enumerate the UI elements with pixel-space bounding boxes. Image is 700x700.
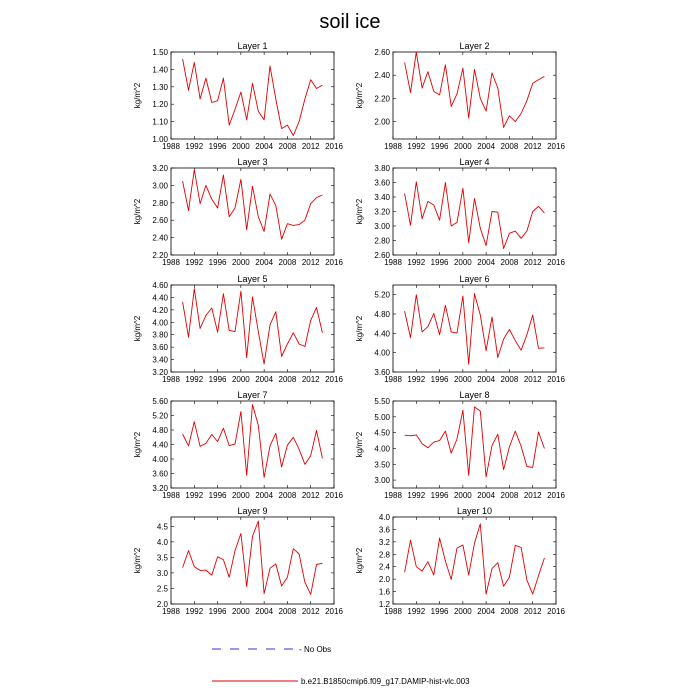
plot-frame xyxy=(171,168,334,255)
x-tick-label: 1988 xyxy=(162,142,180,151)
y-tick-label: 3.00 xyxy=(374,476,390,486)
panel-layer-6 xyxy=(355,274,565,384)
y-tick-label: 3.20 xyxy=(152,368,168,377)
x-tick-label: 2000 xyxy=(453,491,472,500)
panel-layer-7 xyxy=(133,390,343,500)
y-tick-label: 1.2 xyxy=(378,600,390,609)
y-tick-label: 3.60 xyxy=(374,178,390,188)
panel-layer-3 xyxy=(133,157,343,267)
y-tick-label: 3.20 xyxy=(152,164,168,173)
y-tick-label: 4.20 xyxy=(152,305,168,315)
x-tick-label: 1996 xyxy=(208,258,227,267)
x-tick-label: 1992 xyxy=(185,142,204,151)
x-tick-label: 2016 xyxy=(325,142,343,151)
y-tick-label: 4.40 xyxy=(152,293,168,303)
y-axis-label: kg/m^2 xyxy=(133,315,142,342)
x-tick-label: 1988 xyxy=(384,607,402,616)
x-tick-label: 1992 xyxy=(185,375,204,384)
x-tick-label: 2004 xyxy=(477,142,496,151)
y-tick-label: 4.60 xyxy=(152,281,168,290)
x-tick-label: 2004 xyxy=(477,607,496,616)
y-axis-label: kg/m^2 xyxy=(355,315,364,342)
plot-frame xyxy=(393,52,556,139)
x-tick-label: 2012 xyxy=(301,491,320,500)
y-tick-label: 2.8 xyxy=(378,550,390,560)
y-tick-label: 5.60 xyxy=(152,397,168,406)
x-tick-label: 2004 xyxy=(255,491,274,500)
y-axis-label: kg/m^2 xyxy=(355,547,364,574)
x-tick-label: 1992 xyxy=(407,491,426,500)
x-tick-label: 2008 xyxy=(278,258,297,267)
legend-no-obs-dash: - xyxy=(299,645,302,654)
y-tick-label: 4.0 xyxy=(156,537,168,547)
y-tick-label: 3.20 xyxy=(152,484,168,493)
x-tick-label: 1996 xyxy=(430,142,449,151)
x-tick-label: 2000 xyxy=(231,375,250,384)
x-tick-label: 2012 xyxy=(523,607,542,616)
x-tick-label: 1996 xyxy=(208,491,227,500)
legend xyxy=(212,645,470,686)
y-tick-label: 3.80 xyxy=(152,330,168,340)
y-tick-label: 5.20 xyxy=(374,290,390,300)
y-tick-label: 2.60 xyxy=(152,216,168,226)
x-tick-label: 2016 xyxy=(547,375,565,384)
x-tick-label: 1988 xyxy=(384,258,402,267)
x-tick-label: 1988 xyxy=(162,375,180,384)
x-tick-label: 2004 xyxy=(255,607,274,616)
series-line xyxy=(183,405,323,478)
y-tick-label: 2.00 xyxy=(374,117,390,127)
series-line xyxy=(405,182,545,249)
y-tick-label: 1.40 xyxy=(152,65,168,75)
x-tick-label: 2012 xyxy=(523,491,542,500)
panel-layer-4 xyxy=(355,157,565,267)
x-tick-label: 2016 xyxy=(325,375,343,384)
x-tick-label: 2016 xyxy=(547,258,565,267)
panels-group xyxy=(133,41,565,616)
y-tick-label: 4.40 xyxy=(152,440,168,450)
x-tick-label: 1996 xyxy=(430,258,449,267)
x-tick-label: 2004 xyxy=(255,375,274,384)
series-line xyxy=(183,59,323,136)
x-tick-label: 1992 xyxy=(407,142,426,151)
y-tick-label: 3.00 xyxy=(152,181,168,191)
y-tick-label: 2.60 xyxy=(374,48,390,57)
x-tick-label: 1996 xyxy=(208,142,227,151)
x-tick-label: 2000 xyxy=(453,142,472,151)
x-tick-label: 1996 xyxy=(430,607,449,616)
plot-frame xyxy=(393,401,556,488)
panel-layer-1 xyxy=(133,41,343,151)
y-tick-label: 3.60 xyxy=(152,469,168,479)
x-tick-label: 1992 xyxy=(185,491,204,500)
y-tick-label: 1.50 xyxy=(152,48,168,57)
x-tick-label: 2012 xyxy=(523,142,542,151)
x-tick-label: 2016 xyxy=(547,607,565,616)
x-tick-label: 2000 xyxy=(231,142,250,151)
y-axis-label: kg/m^2 xyxy=(133,82,142,109)
x-tick-label: 2012 xyxy=(301,258,320,267)
panel-title: Layer 4 xyxy=(459,157,490,167)
x-tick-label: 1992 xyxy=(185,258,204,267)
x-tick-label: 1992 xyxy=(407,375,426,384)
plot-frame xyxy=(171,52,334,139)
y-tick-label: 4.00 xyxy=(374,444,390,454)
x-tick-label: 2008 xyxy=(278,375,297,384)
x-tick-label: 2012 xyxy=(301,607,320,616)
y-tick-label: 2.80 xyxy=(374,236,390,246)
y-tick-label: 3.40 xyxy=(374,193,390,202)
x-tick-label: 2004 xyxy=(477,491,496,500)
x-tick-label: 2016 xyxy=(325,491,343,500)
x-tick-label: 1996 xyxy=(430,491,449,500)
y-tick-label: 3.00 xyxy=(374,222,390,231)
panel-title: Layer 7 xyxy=(237,390,268,400)
series-line xyxy=(405,52,545,127)
panel-layer-9 xyxy=(133,506,343,616)
x-tick-label: 2004 xyxy=(255,142,274,151)
y-axis-label: kg/m^2 xyxy=(133,431,142,458)
x-tick-label: 2008 xyxy=(278,491,297,500)
x-tick-label: 2008 xyxy=(500,375,519,384)
y-tick-label: 3.60 xyxy=(374,368,390,377)
x-tick-label: 1988 xyxy=(162,607,180,616)
y-tick-label: 2.80 xyxy=(152,198,168,208)
x-tick-label: 2012 xyxy=(301,375,320,384)
plot-frame xyxy=(171,401,334,488)
y-tick-label: 2.20 xyxy=(152,251,168,260)
panel-title: Layer 6 xyxy=(459,274,490,284)
y-axis-label: kg/m^2 xyxy=(355,198,364,225)
y-tick-label: 4.50 xyxy=(374,428,390,438)
x-tick-label: 2008 xyxy=(500,607,519,616)
series-line xyxy=(405,407,545,477)
panel-layer-8 xyxy=(355,390,565,500)
y-tick-label: 2.4 xyxy=(378,562,390,572)
x-tick-label: 2000 xyxy=(453,375,472,384)
series-line xyxy=(183,521,323,594)
y-tick-label: 1.20 xyxy=(152,100,168,110)
panel-layer-5 xyxy=(133,274,343,384)
x-tick-label: 2012 xyxy=(523,258,542,267)
y-tick-label: 2.40 xyxy=(374,71,390,81)
x-tick-label: 1988 xyxy=(384,142,402,151)
panel-title: Layer 9 xyxy=(237,506,268,516)
x-tick-label: 2008 xyxy=(278,142,297,151)
x-tick-label: 2016 xyxy=(547,142,565,151)
panel-title: Layer 3 xyxy=(237,157,268,167)
x-tick-label: 2008 xyxy=(500,258,519,267)
y-tick-label: 4.00 xyxy=(374,348,390,358)
series-line xyxy=(405,524,545,594)
y-tick-label: 2.60 xyxy=(374,251,390,260)
y-axis-label: kg/m^2 xyxy=(133,547,142,574)
x-tick-label: 2000 xyxy=(453,607,472,616)
x-tick-label: 2000 xyxy=(231,258,250,267)
x-tick-label: 1992 xyxy=(407,258,426,267)
panel-layer-10 xyxy=(355,506,565,616)
y-tick-label: 3.40 xyxy=(152,355,168,365)
y-tick-label: 4.80 xyxy=(152,426,168,435)
panel-title: Layer 5 xyxy=(237,274,268,284)
y-tick-label: 4.00 xyxy=(152,455,168,464)
y-tick-label: 3.60 xyxy=(152,343,168,353)
y-axis-label: kg/m^2 xyxy=(355,82,364,109)
x-tick-label: 1988 xyxy=(162,491,180,500)
panel-title: Layer 1 xyxy=(237,41,268,51)
y-tick-label: 3.5 xyxy=(156,553,168,563)
y-tick-label: 3.0 xyxy=(156,568,168,578)
x-tick-label: 2008 xyxy=(278,607,297,616)
y-tick-label: 5.00 xyxy=(374,412,390,422)
figure-title: soil ice xyxy=(319,11,381,33)
y-tick-label: 3.20 xyxy=(374,207,390,217)
x-tick-label: 2016 xyxy=(325,607,343,616)
y-tick-label: 3.2 xyxy=(378,537,390,547)
x-tick-label: 1996 xyxy=(208,607,227,616)
plot-frame xyxy=(393,168,556,255)
y-tick-label: 1.6 xyxy=(378,587,390,597)
y-tick-label: 4.40 xyxy=(374,329,390,339)
series-line xyxy=(183,289,323,364)
legend-model-label: b.e21.B1850cmip6.f09_g17.DAMIP-hist-vlc.003 xyxy=(301,677,470,686)
y-tick-label: 5.50 xyxy=(374,397,390,406)
y-tick-label: 4.80 xyxy=(374,310,390,319)
series-line xyxy=(405,294,545,365)
y-tick-label: 3.6 xyxy=(378,525,390,535)
y-tick-label: 1.10 xyxy=(152,117,168,127)
y-tick-label: 4.0 xyxy=(378,513,390,522)
x-tick-label: 1996 xyxy=(430,375,449,384)
x-tick-label: 1996 xyxy=(208,375,227,384)
x-tick-label: 2012 xyxy=(301,142,320,151)
y-tick-label: 2.5 xyxy=(156,584,168,594)
x-tick-label: 2008 xyxy=(500,142,519,151)
y-tick-label: 2.20 xyxy=(374,94,390,104)
x-tick-label: 1992 xyxy=(185,607,204,616)
y-tick-label: 3.50 xyxy=(374,460,390,470)
y-tick-label: 5.20 xyxy=(152,411,168,421)
series-line xyxy=(183,170,323,240)
plot-frame xyxy=(171,517,334,604)
x-tick-label: 2000 xyxy=(231,607,250,616)
x-tick-label: 1988 xyxy=(384,491,402,500)
x-tick-label: 2004 xyxy=(477,258,496,267)
x-tick-label: 2000 xyxy=(231,491,250,500)
x-tick-label: 2000 xyxy=(453,258,472,267)
y-tick-label: 3.80 xyxy=(374,164,390,173)
x-tick-label: 1992 xyxy=(407,607,426,616)
panel-title: Layer 8 xyxy=(459,390,490,400)
y-tick-label: 4.5 xyxy=(156,522,168,532)
y-tick-label: 2.0 xyxy=(156,600,168,609)
panel-layer-2 xyxy=(355,41,565,151)
y-axis-label: kg/m^2 xyxy=(355,431,364,458)
x-tick-label: 2016 xyxy=(547,491,565,500)
panel-title: Layer 10 xyxy=(456,506,493,516)
x-tick-label: 2012 xyxy=(523,375,542,384)
panel-title: Layer 2 xyxy=(459,41,490,51)
y-tick-label: 4.00 xyxy=(152,318,168,328)
x-tick-label: 2004 xyxy=(477,375,496,384)
legend-no-obs-label: No Obs xyxy=(304,645,332,654)
y-tick-label: 1.30 xyxy=(152,82,168,92)
y-tick-label: 2.0 xyxy=(378,575,390,585)
x-tick-label: 2004 xyxy=(255,258,274,267)
y-tick-label: 2.40 xyxy=(152,233,168,243)
x-tick-label: 1988 xyxy=(162,258,180,267)
y-axis-label: kg/m^2 xyxy=(133,198,142,225)
y-tick-label: 1.00 xyxy=(152,135,168,144)
x-tick-label: 1988 xyxy=(384,375,402,384)
x-tick-label: 2008 xyxy=(500,491,519,500)
x-tick-label: 2016 xyxy=(325,258,343,267)
